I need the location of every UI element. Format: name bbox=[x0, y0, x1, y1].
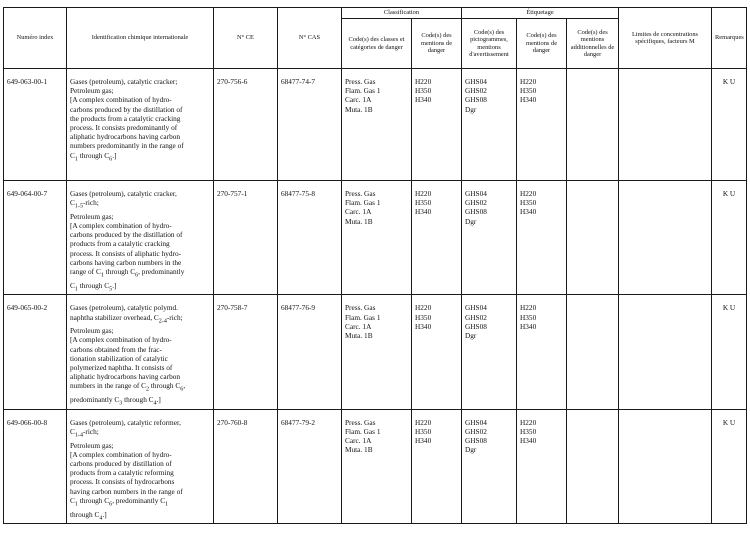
table-row bbox=[4, 409, 747, 523]
supplemental-codes bbox=[567, 409, 619, 523]
supplemental-codes bbox=[567, 69, 619, 181]
concentration-limits bbox=[619, 181, 712, 295]
concentration-limits bbox=[619, 295, 712, 409]
col-header-hazard-statement-codes: Code(s) des mentions de danger bbox=[412, 19, 462, 69]
ec-number: 270-758-7 bbox=[214, 295, 278, 409]
label-statement-codes: H220 H350 H340 bbox=[517, 69, 567, 181]
concentration-limits bbox=[619, 69, 712, 181]
pictogram-codes: GHS04 GHS02 GHS08 Dgr bbox=[462, 69, 517, 181]
cas-number: 68477-75-8 bbox=[278, 181, 342, 295]
col-header-notes: Remarques bbox=[712, 8, 747, 69]
chemical-identification: Gases (petroleum), catalytic reformer, $C_{1-4}$-rich; Petroleum gas; [A complex combination of hydro- carbons produced by distillation of products from a catalytic reforming process. It consists of hydrocarbons having carbon numbers in the range of $C_1$ through $C_6$, predominantly $C_1$ through $C_4$.] bbox=[67, 409, 214, 523]
ec-number: 270-760-8 bbox=[214, 409, 278, 523]
col-header-cas-number: N° CAS bbox=[278, 8, 342, 69]
hazard-statement-codes: H220 H350 H340 bbox=[412, 69, 462, 181]
hazard-class-codes: Press. Gas Flam. Gas 1 Carc. 1A Muta. 1B bbox=[342, 409, 412, 523]
chemical-identification: Gases (petroleum), catalytic cracker, $C_{1-5}$-rich; Petroleum gas; [A complex combination of hydro- carbons produced by the distillation of products from a catalytic cracking process. It consists of aliphatic hydro- carbons having carbon numbers in the range of $C_1$ through $C_6$, predominantly $C_1$ through $C_5$.] bbox=[67, 181, 214, 295]
index-number: 649-066-00-8 bbox=[4, 409, 67, 523]
col-header-chemical-identification: Identification chimique internationale bbox=[67, 8, 214, 69]
supplemental-codes bbox=[567, 295, 619, 409]
label-statement-codes: H220 H350 H340 bbox=[517, 409, 567, 523]
chemical-identification: Gases (petroleum), catalytic cracker; Petroleum gas; [A complex combination of hydro- carbons produced by the distillation of the products from a catalytic cracking process. It consists predominantly of aliphatic hydrocarbons having carbon numbers predominantly in the range of $C_1$ through $C_6$.] bbox=[67, 69, 214, 181]
cas-number: 68477-79-2 bbox=[278, 409, 342, 523]
hazard-class-codes: Press. Gas Flam. Gas 1 Carc. 1A Muta. 1B bbox=[342, 69, 412, 181]
index-number: 649-064-00-7 bbox=[4, 181, 67, 295]
col-header-label-statement-codes: Code(s) des mentions de danger bbox=[517, 19, 567, 69]
col-header-ec-number: N° CE bbox=[214, 8, 278, 69]
hazard-statement-codes: H220 H350 H340 bbox=[412, 409, 462, 523]
col-header-classification: Classification bbox=[342, 8, 462, 19]
hazard-classification-table bbox=[3, 7, 747, 524]
cas-number: 68477-74-7 bbox=[278, 69, 342, 181]
pictogram-codes: GHS04 GHS02 GHS08 Dgr bbox=[462, 181, 517, 295]
col-header-pictogram-codes: Code(s) des pictogrammes, mentions d'avertissement bbox=[462, 19, 517, 69]
col-header-hazard-class-codes: Code(s) des classes et catégories de danger bbox=[342, 19, 412, 69]
label-statement-codes: H220 H350 H340 bbox=[517, 181, 567, 295]
supplemental-codes bbox=[567, 181, 619, 295]
pictogram-codes: GHS04 GHS02 GHS08 Dgr bbox=[462, 295, 517, 409]
hazard-statement-codes: H220 H350 H340 bbox=[412, 181, 462, 295]
notes: K U bbox=[712, 295, 747, 409]
label-statement-codes: H220 H350 H340 bbox=[517, 295, 567, 409]
notes: K U bbox=[712, 181, 747, 295]
index-number: 649-065-00-2 bbox=[4, 295, 67, 409]
table-row bbox=[4, 295, 747, 409]
table-row bbox=[4, 181, 747, 295]
ec-number: 270-756-6 bbox=[214, 69, 278, 181]
concentration-limits bbox=[619, 409, 712, 523]
col-header-concentration-limits: Limites de concentrations spécifiques, facteurs M bbox=[619, 8, 712, 69]
hazard-class-codes: Press. Gas Flam. Gas 1 Carc. 1A Muta. 1B bbox=[342, 181, 412, 295]
notes: K U bbox=[712, 409, 747, 523]
col-header-labelling: Étiquetage bbox=[462, 8, 619, 19]
table-row bbox=[4, 69, 747, 181]
ec-number: 270-757-1 bbox=[214, 181, 278, 295]
col-header-supplemental-codes: Code(s) des mentions additionnelles de danger bbox=[567, 19, 619, 69]
col-header-index: Numéro index bbox=[4, 8, 67, 69]
chemical-identification: Gases (petroleum), catalytic polymd. naphtha stabilizer overhead, $C_{2-4}$-rich; Petroleum gas; [A complex combination of hydro- carbons obtained from the frac- tionation stabilization of catalytic polymerized naphtha. It consists of aliphatic hydrocarbons having carbon numbers in the range of $C_2$ through $C_6$, predominantly $C_3$ through $C_4$.] bbox=[67, 295, 214, 409]
hazard-statement-codes: H220 H350 H340 bbox=[412, 295, 462, 409]
index-number: 649-063-00-1 bbox=[4, 69, 67, 181]
cas-number: 68477-76-9 bbox=[278, 295, 342, 409]
pictogram-codes: GHS04 GHS02 GHS08 Dgr bbox=[462, 409, 517, 523]
hazard-class-codes: Press. Gas Flam. Gas 1 Carc. 1A Muta. 1B bbox=[342, 295, 412, 409]
header-group-row bbox=[4, 8, 747, 19]
notes: K U bbox=[712, 69, 747, 181]
